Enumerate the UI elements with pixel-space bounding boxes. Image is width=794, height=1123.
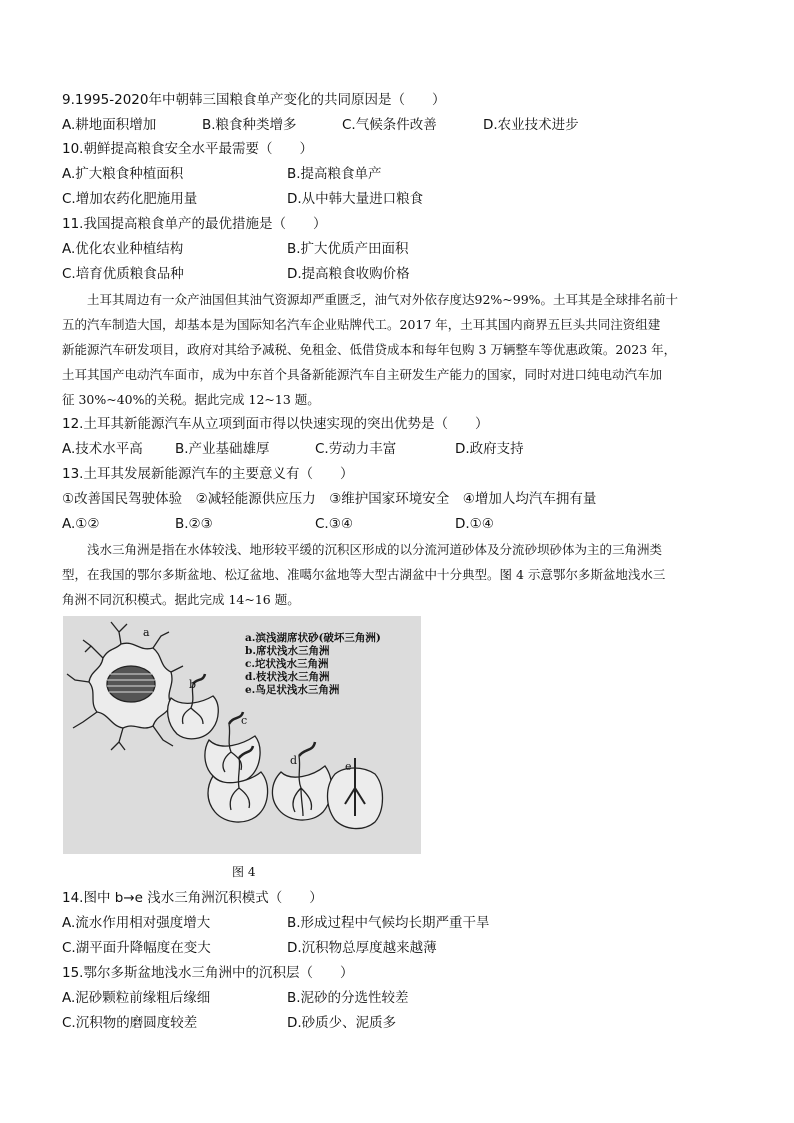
question-13-stem: 13.土耳其发展新能源汽车的主要意义有（ ） [62, 466, 354, 482]
q10-option-c: C.增加农药化肥施用量 [62, 191, 198, 207]
passage-line: 型，在我国的鄂尔多斯盆地、松辽盆地、准噶尔盆地等大型古湖盆中十分典型。图 4 示意鄂尔多斯盆地浅水三 [62, 567, 666, 582]
label-c: c [241, 714, 248, 727]
delta-d-branch [272, 742, 331, 820]
passage-line: 浅水三角洲是指在水体较浅、地形较平缓的沉积区形成的以分流河道砂体及分流砂坝砂体为主的三角洲类 [62, 542, 663, 557]
legend-item-e: e.鸟足状浅水三角洲 [245, 684, 340, 696]
label-a: a [143, 626, 150, 639]
q11-option-d: D.提高粮食收购价格 [287, 266, 410, 282]
q14-option-b: B.形成过程中气候均长期严重干旱 [287, 915, 490, 931]
q9-option-b: B.粮食种类增多 [202, 117, 297, 133]
legend-item-d: d.枝状浅水三角洲 [245, 671, 330, 683]
q14-option-c: C.湖平面升降幅度在变大 [62, 940, 211, 956]
legend-item-b: b.席状浅水三角洲 [245, 645, 330, 657]
question-9-stem: 9.1995-2020年中朝韩三国粮食单产变化的共同原因是（ ） [62, 92, 446, 108]
label-e: e [345, 760, 352, 773]
q14-option-a: A.流水作用相对强度增大 [62, 915, 211, 931]
q11-option-c: C.培育优质粮食品种 [62, 266, 184, 282]
question-10-stem: 10.朝鲜提高粮食安全水平最需要（ ） [62, 141, 313, 157]
passage-line: 土耳其周边有一众产油国但其油气资源却严重匮乏，油气对外依存度达92%~99%。土耳其是全球排名前十 [62, 292, 679, 307]
label-d: d [290, 754, 298, 767]
q9-option-a: A.耕地面积增加 [62, 117, 157, 133]
q12-option-c: C.劳动力丰富 [315, 441, 397, 457]
q10-option-a: A.扩大粮食种植面积 [62, 166, 184, 182]
question-12-stem: 12.土耳其新能源汽车从立项到面市得以快速实现的突出优势是（ ） [62, 416, 489, 432]
q15-option-c: C.沉积物的磨圆度较差 [62, 1015, 198, 1031]
label-b: b [189, 678, 197, 691]
figure-legend [245, 632, 381, 697]
q15-option-a: A.泥砂颗粒前缘粗后缘细 [62, 990, 211, 1006]
delta-a-sheet-sand [67, 622, 185, 750]
q12-option-d: D.政府支持 [455, 441, 524, 457]
q10-option-d: D.从中韩大量进口粮食 [287, 191, 424, 207]
q13-option-a: A.①② [62, 516, 100, 532]
passage-turkey [62, 287, 738, 412]
q11-option-b: B.扩大优质产田面积 [287, 241, 409, 257]
question-15-stem: 15.鄂尔多斯盆地浅水三角洲中的沉积层（ ） [62, 965, 354, 981]
q9-option-d: D.农业技术进步 [483, 117, 579, 133]
question-14-stem: 14.图中 b→e 浅水三角洲沉积模式（ ） [62, 890, 323, 906]
passage-line: 角洲不同沉积模式。据此完成 14~16 题。 [62, 592, 300, 607]
q13-option-d: D.①④ [455, 516, 494, 532]
delta-e-birdfoot [328, 758, 383, 829]
q9-option-c: C.气候条件改善 [342, 117, 437, 133]
passage-line: 征 30%~40%的关税。据此完成 12~13 题。 [62, 392, 320, 407]
q14-option-d: D.沉积物总厚度越来越薄 [287, 940, 437, 956]
question-11-stem: 11.我国提高粮食单产的最优措施是（ ） [62, 216, 327, 232]
passage-line: 五的汽车制造大国，却基本是为国际知名汽车企业贴牌代工。2017 年，土耳其国内商界五巨头共同注资组建 [62, 317, 661, 332]
passage-line: 土耳其国产电动汽车面市，成为中东首个具备新能源汽车自主研发生产能力的国家，同时对进口纯电动汽车加 [62, 367, 663, 382]
q15-option-b: B.泥砂的分选性较差 [287, 990, 409, 1006]
legend-item-c: c.坨状浅水三角洲 [245, 658, 329, 670]
q13-statements: ①改善国民驾驶体验 ②减轻能源供应压力 ③维护国家环境安全 ④增加人均汽车拥有量 [62, 491, 597, 507]
q15-option-d: D.砂质少、泥质多 [287, 1015, 397, 1031]
passage-line: 新能源汽车研发项目，政府对其给予减税、免租金、低借贷成本和每年包购 3 万辆整车等优惠政策。2023 年， [62, 342, 677, 357]
q13-option-b: B.②③ [175, 516, 213, 532]
q11-option-a: A.优化农业种植结构 [62, 241, 184, 257]
legend-item-a: a.滨浅湖席状砂(破坏三角洲) [245, 632, 381, 644]
q10-option-b: B.提高粮食单产 [287, 166, 382, 182]
q12-option-b: B.产业基础雄厚 [175, 441, 270, 457]
passage-delta [62, 537, 738, 612]
q12-option-a: A.技术水平高 [62, 441, 143, 457]
q13-option-c: C.③④ [315, 516, 353, 532]
figure-caption: 图 4 [232, 865, 256, 879]
